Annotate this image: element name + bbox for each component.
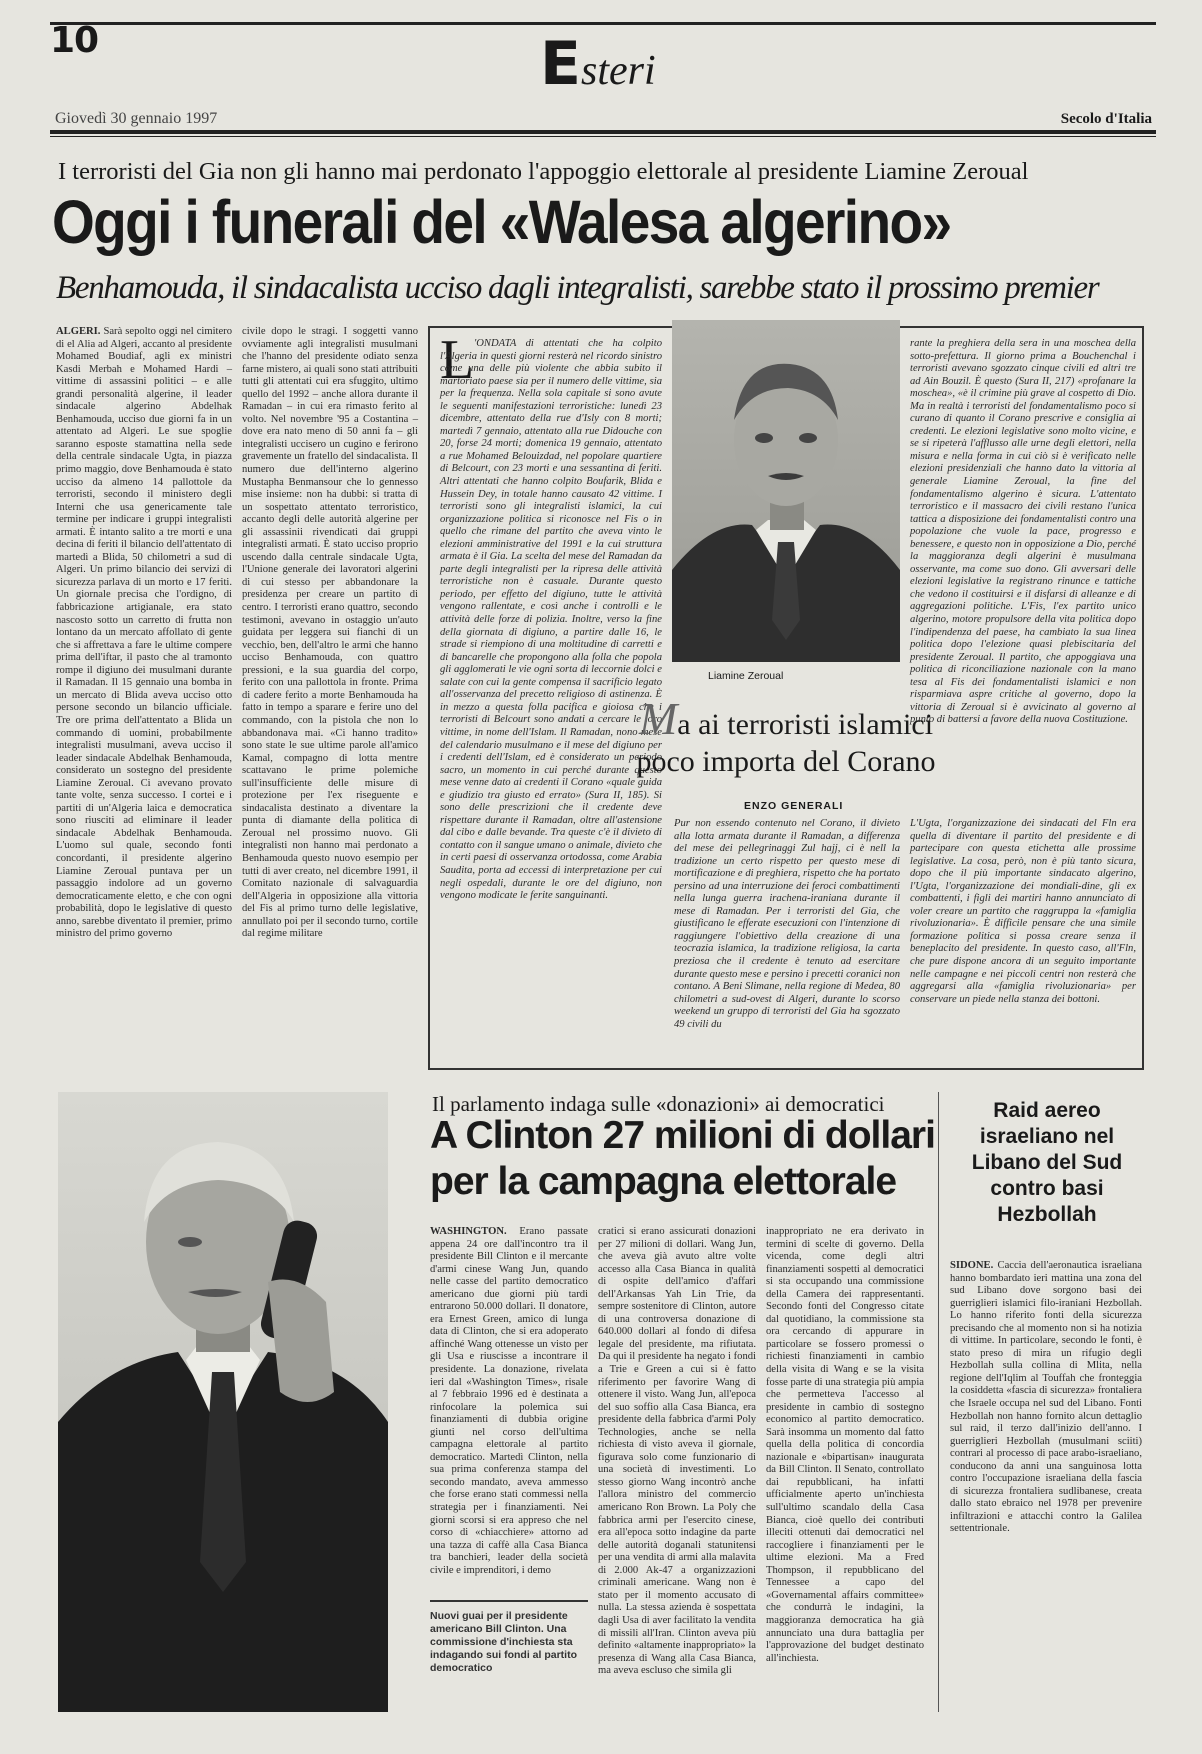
clinton-column-2 [598, 1226, 756, 1710]
editorial-dropcap: L [440, 329, 475, 391]
editorial-title-line2: poco importa del Corano [636, 745, 936, 778]
header-rule [50, 130, 1156, 134]
page-number: 10 [50, 20, 99, 61]
editorial-title-rest: a ai terroristi islamici [677, 708, 934, 741]
editorial-column-right [910, 338, 1136, 760]
clinton-text-1: Erano passate appena 24 ore dall'incontro tra il presidente Bill Clinton e il mercante d'armi cinese Wang Jun, quando nelle casse del partito democratico americano due giorni più tardi entrarono 50.000 dollari. Il donatore, era Ernest Green, amico di lunga data di Clinton, che si era adoperato affinché Wang ottenesse un visto per gli Usa e riuscisse a incontrare il presidente. La donazione, rivelata ieri dal «Washington Times», risale al 7 febbraio 1996 ed è destinata a rinfocolare la polemica sui finanziamenti di dubbia origine giunti nel corso dell'ultima campagna elettorale al partito democratico. Martedì Clinton, nella sua prima conferenza stampa del secondo mandato, aveva ammesso che forse erano stati commessi nella strategia per i finanziamenti. Nei giorni scorsi si era appreso che nel corso di «chiacchiere» attorno ad una tazza di caffè alla Casa Bianca tra banchieri, leader della società civile e imprenditori, i demo [430, 1226, 588, 1576]
lead-text-2: civile dopo le stragi. I soggetti vanno ovviamente agli integralisti musulmani che l'hanno del presidente odiato senza farne mistero, ai quali sono stati attribuiti tutti gli attentati cui era sfuggito, ultimo quello del 1992 – anche allora durante il Ramadan – in cui era rimasto ferito al volto. Nel novembre '95 a Costantina – dove era nato meno di 50 anni fa – gli integralisti uccisero un cugino e ferirono gravemente un fratello del sindacalista. Il numero due dell'interno algerino Mustapha Benmansour che lo gennesso mise insieme: non ha dubbi: si tratta di un sospettato attentato terroristico, accanto degli delle autorità algerine per gli assassinii rivendicati dai gruppi integralisti armati. È stato ucciso proprio uscendo dalla centrale sindacale Ugta, l'Unione generale dei lavoratori algerini di cui stesso per abbandonare la presidenza per creare un partito di centro. I terroristi erano quattro, secondo testimoni, avevano in ostaggio un'auto guidata per leggera sui fianchi di un vecchio, ben, dell'altro le armi che hanno ucciso Benhamouda, con quattro pressioni, e la sua guardia del corpo, ferito con una pallottola in fronte. Prima di cadere ferito a morte Benhamouda ha fatto in tempo a sparare e ferire uno del commando, con la pistola che non lo abbandonava mai. «Ci hanno tradito» sono state le sue ultime parole all'amico Kamal, compagno di lotta mentre scattavano le prime polemiche sull'insufficiente delle misure di protezione per l'ex riseguente e sindacalista destinato a diventare la punta di diamante della politica di Zeroual nel prossimo nuovo. Gli integralisti non hanno mai perdonato a Benhamouda questo nuovo esempio per tutti di aver creato, nel dicembre 1991, il Comitato nazionale di salvaguardia dell'Algeria in opposizione alla vittoria del Fis al primo turno delle legislative, annullato poi per il secondo turno, cortile dal regime militare [242, 326, 418, 940]
section-initial: E [540, 29, 581, 99]
zeroual-photo [672, 320, 900, 662]
clinton-column-3 [766, 1226, 924, 1710]
top-rule [50, 22, 1156, 25]
clinton-caption: Nuovi guai per il presidente americano Bill Clinton. Una commissione d'inchiesta sta indagando sui fondi al partito democratico [430, 1610, 577, 1674]
section-rest: steri [581, 48, 656, 94]
clinton-text-3: inappropriato ne era derivato in termini di scelte di governo. Della vicenda, come degli altri finanziamenti sospetti al democratici si sta occupando una commissione della Camera dei rappresentanti. Secondo fonti del Congresso citate dal quotidiano, la commissione sta ora cercando di appurare in particolare se fossero promessi o richiesti finanziamenti in cambio della visita di Wang e se la visita fosse parte di una strategia più ampia che permetteva l'accesso al presidente in cambio di sostegno economico al partito democratico. Sarà insomma un momento dal fatto quella della politica di concordia nazionale e «bipartisan» inaugurata da Bill Clinton. Il Senato, controllato dai repubblicani, ha infatti ufficialmente aperto un'inchiesta sull'ultimo scandalo della Casa Bianca, cioè quello dei contributi illeciti ottenuti dai democratici nel raccogliere i finanziamenti per le ultime elezioni. Ma a Fred Thompson, il repubblicano del Tennessee a capo del «Governamental affairs committee» che condurrà le indagini, la maggioranza democratica ha già annunciato una dura battaglia per l'approvazione del budget destinato all'inchiesta. [766, 1226, 924, 1664]
editorial-title-initial: M [638, 693, 678, 744]
clinton-text-2: cratici si erano assicurati donazioni per 27 milioni di dollari. Wang Jun, che aveva già avuto altre volte accesso alla Casa Bianca in qualità di ospite dell'amico d'affari dell'Arkansas Yah Lin Trie, da sempre sostenitore di Clinton, autore di una controversa donazione di 640.000 dollari al fondo di difesa legale del presidente, ma rifiutata. Da qui il presidente ha negato i fondi a Trie e Green a cui si è fatto riferimento per favorire Wang di ottenere il visto. Wang Jun, all'epoca del suo soffio alla Casa Bianca, era presidente della fabbrica d'armi Poly Technologies, anche se nella richiesta di visto aveva il giornale, figurava solo come funzionario di una società di investimenti. Lo stesso giorno Wang incontrò anche l'allora ministro del commercio americano Ron Brown. La Poly che fabbrica armi per l'esercito cinese, era all'epoca sotto indagine da parte delle autorità doganali statunitensi per una vendita di armi alla malavita di 2.000 Ak-47 a organizzazioni criminali americane. Wang non è stato per il momento accusato di nulla. La stessa azienda è sospettata dagli Usa di aver facilitato la vendita di missili all'Iran. Clinton aveva più definito «altamente inappropriato» la presenza di Wang alla Casa Bianca, ma aveva escluso che simila gli [598, 1226, 756, 1677]
section-title [540, 29, 656, 104]
lead-kicker: I terroristi del Gia non gli hanno mai perdonato l'appoggio elettorale al presidente Liamine Zeroual [58, 158, 1029, 185]
clinton-photo [58, 1092, 388, 1712]
issue-date: Giovedì 30 gennaio 1997 [55, 110, 218, 127]
clinton-column-1 [430, 1226, 588, 1590]
zeroual-caption: Liamine Zeroual [708, 670, 784, 682]
lead-headline: Oggi i funerali del «Walesa algerino» [52, 187, 951, 257]
lead-column-2 [242, 326, 418, 1070]
sidebar-dateline: SIDONE. [950, 1260, 994, 1271]
clinton-headline-line1: A Clinton 27 milioni di dollari [430, 1114, 935, 1157]
header-rule-thin [50, 136, 1156, 137]
sidebar-column [950, 1260, 1142, 1710]
masthead: Secolo d'Italia [1060, 111, 1152, 127]
lead-dateline: ALGERI. [56, 326, 101, 337]
clinton-kicker: Il parlamento indaga sulle «donazioni» ai democratici [432, 1092, 885, 1116]
lead-column-1 [56, 326, 232, 1070]
editorial-text-bottom-2: L'Ugta, l'organizzazione dei sindacati del Fln era quella di diventare il partito del presidente e di partecipare con questa etichetta alle prossime legislative. La cosa, però, non è più tanto sicura, dopo che il più importante sindacato algerino, l'Ugta, l'organizzazione dei mondiali-dine, gli ex combattenti, i figli dei martiri hanno annunciato di voler creare un partito che raggruppa la «famiglia rivoluzionaria». È difficile pensare che una simile formazione politica si possa creare senza il beneplacito del presidente. In questo caso, all'Fln, che pure dispone ancora di un seguito importante nelle campagne e nei piccoli centri non resterà che aggregarsi alla «famiglia rivoluzionaria» per conservare un piede nella stanza dei bottoni. [910, 818, 1136, 1005]
editorial-text-bottom-1: Pur non essendo contenuto nel Corano, il divieto alla lotta armata durante il Ramadan, a differenza del mese dei pellegrinaggi Zul hajj, ci è nell la tradizione un certo rispetto per questo mese di mortificazione e di preghiera, rispetto che ha portato persino ad una interruzione dei feroci combattimenti nella lunga guerra irachena-iraniana durante il mese di Ramadan. Per i terroristi del Gia, che giustificano le efferate esecuzioni con l'intenzione di raggiungere l'obiettivo della creazione di una teocrazia islamica, la tradizione religiosa, la carta preziosa che il credente è tenuto ad esercitare durante questo mese e persino i precetti coranici non contano. A Beni Slimane, nella regione di Medea, 80 chilometri a sud-ovest di Algeri, durante lo scorso weekend un gruppo di terroristi del Gia ha sgozzato 49 civili du [674, 818, 900, 1030]
lead-text-1: Sarà sepolto oggi nel cimitero di el Alia ad Algeri, accanto al presidente Mohamed Boudiaf, agli ex ministri Kasdi Merbah e Mohamed Hardi – vittime di assassini politici – e alle grandi personalità algerine, il leader sindacale algerino Abdelhak Benhamouda, ucciso due giorni fa in un attentato ad Algeri. Le sue spoglie saranno esposte stamattina nella sede della centrale sindacale Ugta, in piazza primo maggio, dove Benhamouda è stato ucciso da almeno 14 pallottole da terroristi, secondo il ministero degli Interni che usa genericamente tale termine per indicare i gruppi integralisti armati. È intanto salito a tre morti e una decina di feriti il bilancio dell'attentato di martedì a Blida, 50 chilometri a sud di Algeri. Un primo bilancio dei servizi di sicurezza parlava di un morto e 17 feriti. Un giornale precisa che l'ordigno, di fabbricazione artigianale, era stato nascosto sotto un carretto di frutta non lontano da un mercato affollato di gente che si affrettava a fare le ultime compere prima dell'iftar, il pasto che al tramonto rompe il digiuno dei musulmani durante il Ramadan. Il 15 gennaio una bomba in un mercato di Blida aveva ucciso otto persone secondo un bilancio ufficiale. Tre ore prima dell'attentato a Blida un commando di uomini, probabilmente integralisti musulmani, aveva ucciso il leader sindacale Abdelhak Benhamouda, considerato un sostegno del presidente Liamine Zeroual. Ci avevano provato tante volte, senza successo. I cortei e i partiti di un'Algeria laica e democratica sono riusciti ad eliminare il leader sindacale Abdelhak Benhamouda. L'uomo sul quale, secondo fonti concordanti, il presidente algerino Liamine Zeroual puntava per un passaggio indolore ad un governo democraticamente eletto, e che con ogni probabilità, dopo le legislative di questo anno, sarebbe diventato il premier, primo ministro del primo governo [56, 326, 232, 940]
editorial-author: ENZO GENERALI [744, 800, 844, 812]
zeroual-portrait [672, 320, 900, 662]
editorial-bottom-column-1 [674, 818, 900, 1062]
editorial-text-right: rante la preghiera della sera in una moschea della sotto-prefettura. Il giorno prima a Bouchenchal i terroristi avevano sgozzato cinque civili ed altri tre ad Ain Bouzil. È questo (Sura II, 217) «profanare la moschea», «è il crimine più grave al cospetto di Dio. Ma in realtà i terroristi del fondamentalismo poco si curano di quanto il Corano prescrive e consiglia ai credenti. Le elezioni legislative sono molto vicine, e se si ripeterà l'afflusso alle urne degli elettori, nella misura e nella forma in cui ciò si è verificato nelle elezioni presidenziali che hanno dato la vittoria al generale Liamine Zeroual, la fine del fondamentalismo algerino è sicura. L'attentato terroristico e il massacro dei civili restano l'unica tattica a disposizione dei fondamentalisti contro una popolazione che vuole la pace, progresso e benessere, e questo non in opposizione a Dio, perché la maggioranza degli algerini è musulmana osservante, ma come suo dono. Gli avversari delle elezioni legislative la registrano rinunce e tattiche che vedono il costituirsi e il disfarsi di alleanze e di aggregazioni politiche. L'Fis, l'ex partito unico algerino, motore propulsore della vita politica dopo l'indipendenza del paese, ha cambiato la sua linea politica dopo l'elezione quasi plebiscitaria del presidente Zeroual. Il partito, che appoggiava una politica di riconciliazione nazionale con la mano tesa al Fis dei fondamentalisti islamici e non risparmiava aspre critiche al governo, dopo la vittoria di Zeroual si è avvicinato al governo al punto di battersi a favore della nuova Costituzione. [910, 338, 1136, 726]
clinton-headline-line2: per la campagna elettorale [430, 1160, 897, 1203]
editorial-title-line1 [566, 693, 1006, 744]
editorial-bottom-column-2 [910, 818, 1136, 1062]
lead-subheadline: Benhamouda, il sindacalista ucciso dagli integralisti, sarebbe stato il prossimo premier [56, 270, 1099, 306]
editorial-title [566, 693, 1006, 780]
sidebar-headline: Raid aereo israeliano nel Libano del Sud contro basi Hezbollah [971, 1099, 1123, 1226]
clinton-caption-box [430, 1600, 588, 1704]
sidebar-text: Caccia dell'aeronautica israeliana hanno bombardato ieri mattina una zona del sud Libano dove sorgono basi dei guerriglieri islamici filo-iraniani Hezbollah. Lo hanno riferito fonti della sicurezza precisando che al momento non si ha notizia di vittime. In particolare, secondo le fonti, è stato preso di mira un rifugio degli Hezbollah sulla collina di Mlita, nella regione dell'Iqlim al Touffah che fronteggia la cosiddetta «fascia di sicurezza» frontaliera che Israele occupa nel sud del Libano. Fonti Hezbollah non hanno fornito alcun dettaglio sul raid, il terzo dall'inizio dell'anno. I guerriglieri Hezbollah (musulmani sciiti) contrari al processo di pace arabo-israeliano, conducono da anni una sanguinosa lotta contro l'occupazione israeliana della fascia di sicurezza frontaliera sudlibanese, creata dallo stato ebraico nel 1978 per prevenire infiltrazioni e attacchi contro la Galilea settentrionale. [950, 1260, 1142, 1535]
clinton-dateline: WASHINGTON. [430, 1226, 507, 1237]
clinton-portrait [58, 1092, 388, 1712]
editorial-text-top: 'ONDATA di attentati che ha colpito l'Algeria in questi giorni resterà nel ricordo sinistro come una delle più violente che abbia subito il martoriato paese sia per il numero delle vittime, sia per la frequenza. Nella sola capitale si sono avute le seguenti manifestazioni terroristiche: lunedì 23 dicembre, attentato della rue d'Isly con 8 morti; martedì 7 gennaio, attentato alla rue Didouche con 20, forse 24 morti; domenica 19 gennaio, attentato a rue Mohamed Belouizdad, nel popolare quartiere di Belcourt, con 23 morti e una sessantina di feriti. Altri attentati che hanno colpito Boufarik, Blida e Hussein Dey, in totale hanno causato 42 vittime. I terroristi sono gli integralisti islamici, la cui organizzazione politica si riconosce nel Fis o in quello che rimane del partito che aveva vinto le elezioni amministrative del 1991 e la cui struttura armata è il Gia. La scelta del mese del Ramadan da parte degli integralisti per la ripresa delle attività terroristiche non è casuale. Durante questo periodo, per effetto del digiuno, tutte le attività vengono rallentate, e così anche i controlli e le attività delle forze di polizia. Inoltre, verso la fine della giornata di digiuno, a partire dalle 16, le strade si riempiono di una moltitudine di carretti e di bancarelle che propongono alla folla che popola gli agglomerati le vie ogni sorta di leccornie dolci e salate con cui la gente compensa il sacrificio legato all'osservanza del precetto religioso di astinenza. È in mezzo a questa folla pacifica e gioiosa che i terroristi di Belcourt sono andati a cercare le loro vittime, in nome dell'Islam. Il Ramadan, nono mese del calendario musulmano e il mese del digiuno per i credenti dell'Islam, ed è considerato un periodo sacro, un momento in cui perché durante questo mese venne dato ai credenti il Corano «quale guida e giudizio tra giusto ed errato» (Sura II, 185). Si sono delle prescrizioni che il credente deve rispettare durante il Ramadan, oltre all'astensione dal cibo e dalle bevande. Tra queste c'è il divieto di contatto con il sangue umano o animale, divieto che in certi paesi di osservanza ortodossa, come Arabia Saudita, porta ad eccessi di interpretazione per cui negli ospedali, durante le ore del digiuno, non vengono modicate le ferite sanguinanti. [440, 338, 662, 902]
